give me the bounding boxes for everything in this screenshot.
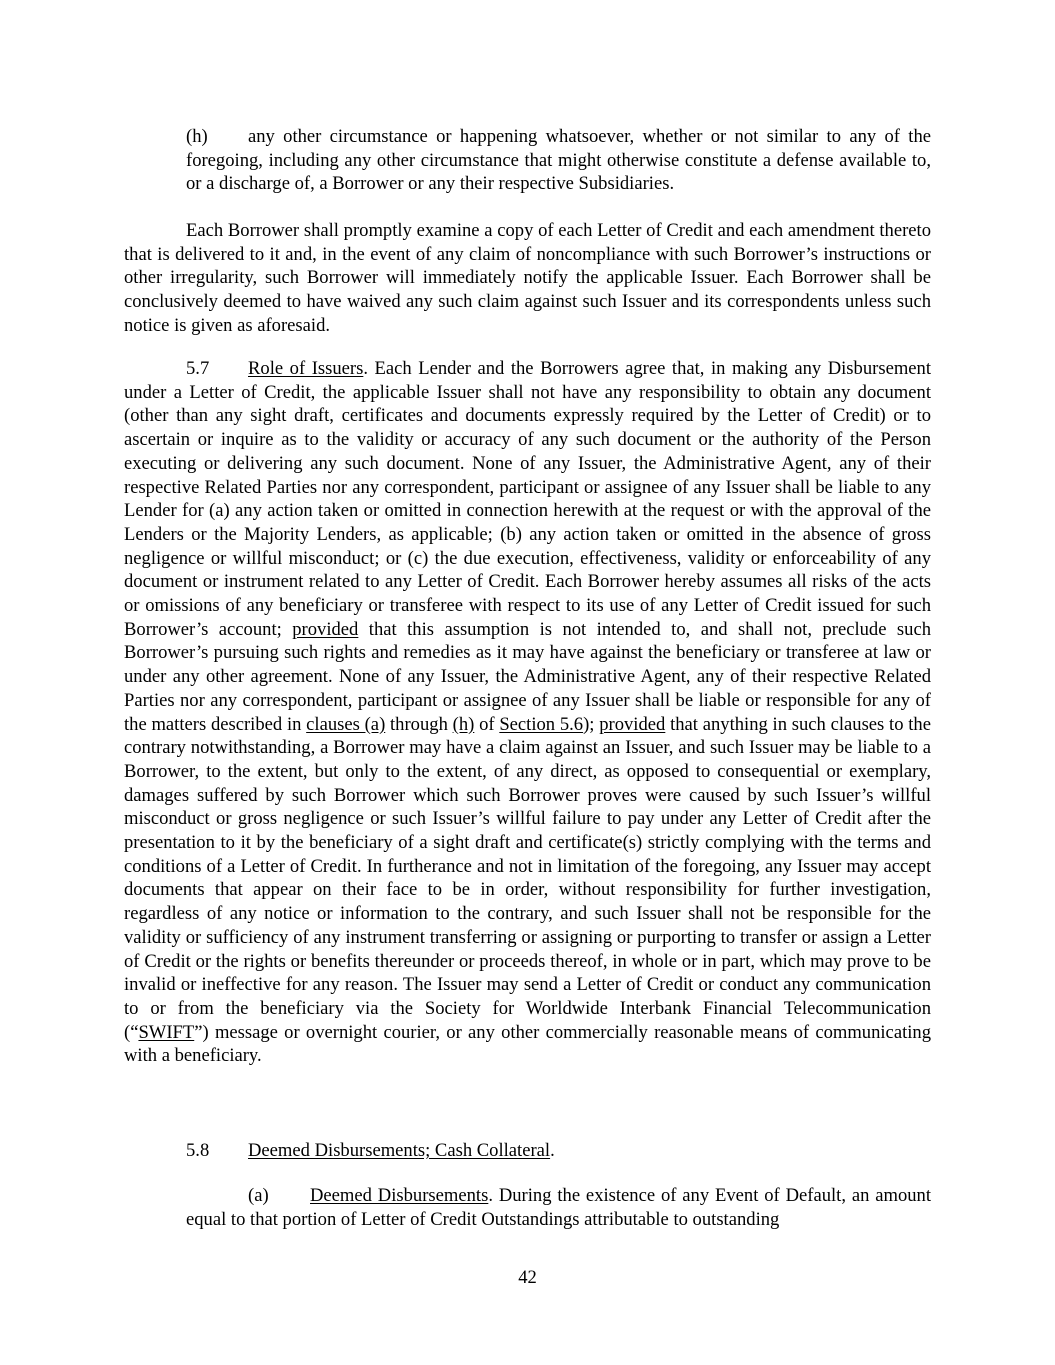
page-number: 42 <box>518 1267 537 1288</box>
clause-label-a: (a) <box>248 1185 269 1206</box>
clause-label-h: (h) <box>186 126 208 147</box>
section-5-7-text-3: that anything in such clauses to the contrary notwithstanding, a Borrower may have a claim against an Issuer, and such Issuer may be liable to a Borrower, to the extent, but only to the extent, of any direct, as opposed to consequential or exemplary, damages suffered by such Borrower which such Borrower proves were caused by such Issuer’s willful misconduct or gross negligence or such Issuer’s willful failure to pay under any Letter of Credit after the presentation to it by the beneficiary of a sight draft and certificate(s) strictly complying with the terms and conditions of a Letter of Credit. In furtherance and not in limitation of the foregoing, any Issuer may accept documents that appear on their face to be in order, without responsibility for further investigation, regardless of any notice or information to the contrary, and such Issuer shall not be responsible for the validity or sufficiency of any instrument transferring or assigning or purporting to transfer or assign a Letter of Credit or the rights or benefits thereunder or proceeds thereof, in whole or in part, which may prove to be invalid or ineffective for any reason. The Issuer may send a Letter of Credit or conduct any communication to or from the beneficiary via the Society for Worldwide Interbank Financial Telecommunication (“ <box>124 713 931 1043</box>
section-5-7-text-2: that this assumption is not intended to, and shall not, preclude such Borrower’s pursuing such rights and remedies as it may have against the beneficiary or transferee at law or under any other agreement. None of any Issuer, the Administrative Agent, any of their respective Related Parties nor any correspondent, participant or assignee of any Issuer shall be liable or responsible for any of the matters described in <box>124 618 931 735</box>
section-5-8 <box>124 1139 931 1163</box>
section-5-7-text-4: ”) message or overnight courier, or any other commercially reasonable means of communicating with a beneficiary. <box>124 1021 931 1067</box>
provided-1: provided <box>292 618 359 640</box>
paragraph-h <box>186 125 931 196</box>
section-5-7-heading-punct: . <box>363 358 368 379</box>
clause-h-reference: (h) <box>452 713 475 735</box>
section-5-7-heading: Role of Issuers <box>248 358 364 379</box>
swift-term: SWIFT <box>138 1021 195 1043</box>
section-5-7-text-1: Each Lender and the Borrowers agree that, in making any Disbursement under a Letter of Credit, the applicable Issuer shall not have any responsibility to obtain any document (other than any sight draft, certificates and documents expressly required by the Letter of Credit) or to ascertain or inquire as to the validity or accuracy of any such document or the authority of the Person executing or delivering any such document. None of any Issuer, the Administrative Agent, any of their respective Related Parties nor any correspondent, participant or assignee of any Issuer shall be liable to any Lender for (a) any action taken or omitted in connection herewith at the request or with the approval of the Lenders or the Majority Lenders, as applicable; (b) any action taken or omitted in the absence of gross negligence or willful misconduct; or (c) the due execution, effectiveness, validity or enforceability of any document or instrument related to any Letter of Credit. Each Borrower hereby assumes all risks of the acts or omissions of any beneficiary or transferee with respect to its use of any Letter of Credit issued for such Borrower’s account; <box>124 358 931 640</box>
through-text: through <box>385 713 453 735</box>
paragraph-a-text: During the existence of any Event of Default, an amount equal to that portion of Letter of Credit Outstandings attributable to outstanding <box>186 1185 931 1230</box>
section-5-8-number: 5.8 <box>186 1140 210 1161</box>
section-5-7-number: 5.7 <box>186 358 210 379</box>
deemed-disbursements-heading: Deemed Disbursements <box>310 1185 489 1206</box>
paragraph-a-heading-punct: . <box>488 1185 493 1206</box>
paragraph-examine <box>124 219 931 338</box>
paragraph-a <box>186 1184 931 1231</box>
provided-2: provided <box>599 713 666 735</box>
section-5-7 <box>124 357 931 1068</box>
clause-h-text: any other circumstance or happening whatsoever, whether or not similar to any of the foregoing, including any other circumstance that might otherwise constitute a defense available to, or a discharge of, a Borrower or any their respective Subsidiaries. <box>186 126 931 195</box>
section-5-8-heading: Deemed Disbursements; Cash Collateral <box>248 1140 551 1161</box>
section-5-8-heading-punct: . <box>550 1140 555 1161</box>
examine-text: Each Borrower shall promptly examine a copy of each Letter of Credit and each amendment thereto that is delivered to it and, in the event of any claim of noncompliance with such Borrower’s instructions or other irregularity, such Borrower will immediately notify the applicable Issuer. Each Borrower shall be conclusively deemed to have waived any such claim against such Issuer and its correspondents unless such notice is given as aforesaid. <box>124 220 931 336</box>
semicolon-text: ); <box>583 713 595 735</box>
section-5-6-reference: Section 5.6 <box>499 713 584 735</box>
clauses-a-reference: clauses (a) <box>306 713 386 735</box>
of-text: of <box>474 713 500 735</box>
